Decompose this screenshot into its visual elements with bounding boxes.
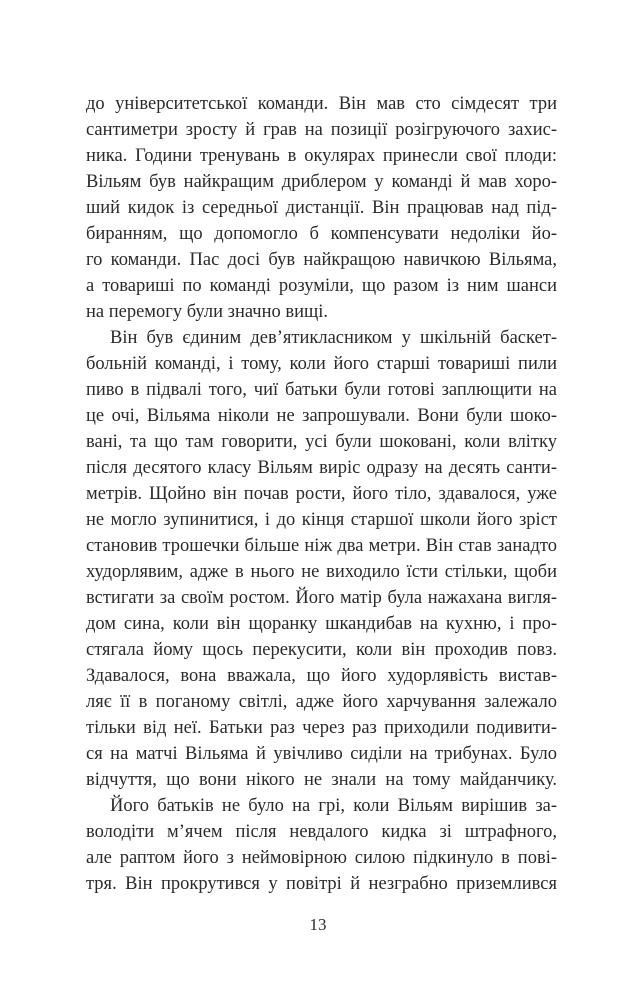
text-line: го команди. Пас досі був найкращою навичкою Вільяма,: [86, 250, 557, 270]
text-line: а товариші по команді розуміли, що разом із ним шанси: [86, 276, 557, 296]
text-line: на перемогу були значно вищі.: [86, 302, 329, 322]
text-line: Вільям був найкращим дриблером у команді й мав хоро-: [86, 172, 557, 192]
text-line: але раптом його з неймовірною силою підкинуло в пові-: [86, 848, 557, 868]
text-line: після десятого класу Вільям виріс одразу на десять санти-: [86, 458, 557, 478]
text-line: встигати за своїм ростом. Його матір була нажахана вигля-: [86, 588, 557, 608]
text-line: сантиметри зросту й грав на позиції розігруючого захис-: [86, 120, 557, 140]
text-line: ляє її в поганому світлі, адже його харчування залежало: [86, 692, 557, 712]
text-line: стягала йому щось перекусити, коли він проходив повз.: [86, 640, 557, 660]
text-line: ся на матчі Вільяма й увічливо сиділи на трибунах. Було: [86, 744, 557, 764]
text-line: больній команді, і тому, коли його старші товариші пили: [86, 354, 557, 374]
text-line: биранням, що допомогло б компенсувати недоліки йо-: [86, 224, 557, 244]
text-line: тря. Він прокрутився у повітрі й незграбно приземлився: [86, 874, 557, 894]
text-line: ший кидок із середньої дистанції. Він працював над під-: [86, 198, 557, 218]
text-line: не могло зупинитися, і до кінця старшої школи його зріст: [86, 510, 557, 530]
text-line: худорлявим, адже в нього не виходило їсти стільки, щоби: [86, 562, 557, 582]
text-line: відчуття, що вони нікого не знали на тому майданчику.: [86, 770, 557, 790]
text-line: володіти м’ячем після невдалого кидка зі штрафного,: [86, 822, 557, 842]
text-line: до університетської команди. Він мав сто сімдесят три: [86, 94, 557, 114]
text-line: дом сина, коли він щоранку шкандибав на кухню, і про-: [86, 614, 557, 634]
text-line: це очі, Вільяма ніколи не запрошували. Вони були шоко-: [86, 406, 557, 426]
text-line: метрів. Щойно він почав рости, його тіло, здавалося, уже: [86, 484, 557, 504]
text-line: Його батьків не було на грі, коли Вільям вирішив за-: [110, 796, 557, 816]
text-line: Здавалося, вона вважала, що його худорлявість вистав-: [86, 666, 557, 686]
page-number: 13: [309, 915, 327, 934]
text-line: Він був єдиним дев’ятикласником у шкільній баскет-: [110, 328, 557, 348]
body-text: [86, 91, 557, 897]
text-line: вані, та що там говорити, усі були шоковані, коли влітку: [86, 432, 557, 452]
text-line: ника. Години тренувань в окулярах принесли свої плоди:: [86, 146, 557, 166]
text-line: становив трошечки більше ніж два метри. Він став занадто: [86, 536, 557, 556]
text-line: пиво в підвалі того, чиї батьки були готові заплющити на: [86, 380, 557, 400]
text-line: тільки від неї. Батьки раз через раз приходили подивити-: [86, 718, 557, 738]
